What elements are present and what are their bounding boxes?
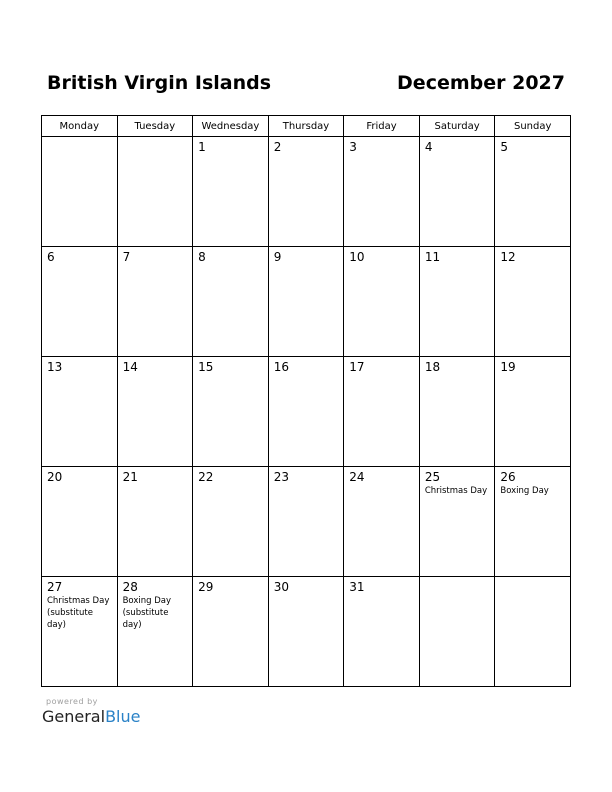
day-number: 16 <box>273 360 289 374</box>
day-number: 15 <box>198 360 214 374</box>
day-number: 27 <box>47 580 63 594</box>
calendar-grid <box>41 115 571 687</box>
day-cell <box>268 247 344 357</box>
weekday-header-saturday: Saturday <box>419 116 495 137</box>
day-number: 17 <box>349 360 365 374</box>
day-cell <box>193 137 269 247</box>
day-cell <box>193 247 269 357</box>
day-cell <box>268 467 344 577</box>
day-cell <box>495 357 571 467</box>
day-number: 7 <box>122 250 131 264</box>
weekday-header-friday: Friday <box>344 116 420 137</box>
day-cell <box>117 467 193 577</box>
day-number: 4 <box>424 140 433 154</box>
month-year-title: December 2027 <box>397 72 565 94</box>
day-cell <box>42 577 118 687</box>
day-cell <box>495 577 571 687</box>
weekday-header-wednesday: Wednesday <box>193 116 269 137</box>
footer-branding <box>42 697 140 726</box>
day-number: 20 <box>47 470 63 484</box>
day-cell <box>117 357 193 467</box>
holiday-label: Christmas Day (substitute day) <box>47 596 110 630</box>
day-cell <box>344 247 420 357</box>
day-cell <box>42 137 118 247</box>
country-title: British Virgin Islands <box>47 72 272 94</box>
day-number: 3 <box>349 140 357 154</box>
day-number: 1 <box>198 140 206 154</box>
powered-by-text: powered by <box>46 697 98 706</box>
week-row <box>42 577 571 687</box>
day-number: 25 <box>424 470 441 484</box>
day-number: 28 <box>122 580 138 594</box>
day-number: 21 <box>122 470 138 484</box>
day-number: 19 <box>500 360 516 374</box>
day-number: 12 <box>500 250 516 264</box>
day-cell <box>495 247 571 357</box>
day-cell <box>117 247 193 357</box>
day-number: 24 <box>349 470 365 484</box>
day-cell <box>344 357 420 467</box>
day-number: 9 <box>273 250 282 264</box>
day-number: 6 <box>47 250 55 264</box>
day-number: 22 <box>198 470 214 484</box>
weekday-header-tuesday: Tuesday <box>117 116 193 137</box>
day-cell <box>268 577 344 687</box>
day-cell <box>344 577 420 687</box>
day-number: 18 <box>424 360 441 374</box>
day-cell <box>419 577 495 687</box>
holiday-label: Christmas Day <box>424 486 488 496</box>
day-cell <box>344 467 420 577</box>
day-cell <box>268 137 344 247</box>
calendar-header <box>47 72 565 98</box>
day-number: 5 <box>500 140 509 154</box>
day-cell <box>344 137 420 247</box>
day-cell <box>193 577 269 687</box>
day-cell <box>495 467 571 577</box>
day-number: 23 <box>273 470 289 484</box>
day-cell <box>419 357 495 467</box>
day-cell <box>117 137 193 247</box>
day-number: 10 <box>349 250 365 264</box>
weekday-header-monday: Monday <box>42 116 118 137</box>
week-row <box>42 137 571 247</box>
day-number: 14 <box>122 360 138 374</box>
day-cell <box>268 357 344 467</box>
day-number: 26 <box>500 470 516 484</box>
brand-blue-text: Blue <box>105 707 141 726</box>
week-row <box>42 467 571 577</box>
day-number: 31 <box>349 580 365 594</box>
day-cell <box>193 357 269 467</box>
day-number: 8 <box>198 250 206 264</box>
day-cell <box>42 467 118 577</box>
weekday-header-sunday: Sunday <box>495 116 571 137</box>
day-cell <box>419 247 495 357</box>
day-number: 13 <box>47 360 63 374</box>
day-cell <box>193 467 269 577</box>
day-number: 2 <box>273 140 282 154</box>
week-row <box>42 247 571 357</box>
holiday-label: Boxing Day <box>500 486 549 496</box>
day-cell <box>419 137 495 247</box>
day-cell <box>419 467 495 577</box>
day-cell <box>42 357 118 467</box>
day-cell <box>42 247 118 357</box>
weekday-header-thursday: Thursday <box>268 116 344 137</box>
weekday-header-row <box>42 116 571 137</box>
day-number: 30 <box>273 580 289 594</box>
day-cell <box>495 137 571 247</box>
holiday-label: Boxing Day (substitute day) <box>122 596 171 630</box>
generalblue-logo <box>42 707 140 726</box>
brand-general-text: General <box>42 707 106 726</box>
week-row <box>42 357 571 467</box>
day-number: 11 <box>424 250 441 264</box>
day-cell <box>117 577 193 687</box>
day-number: 29 <box>198 580 214 594</box>
